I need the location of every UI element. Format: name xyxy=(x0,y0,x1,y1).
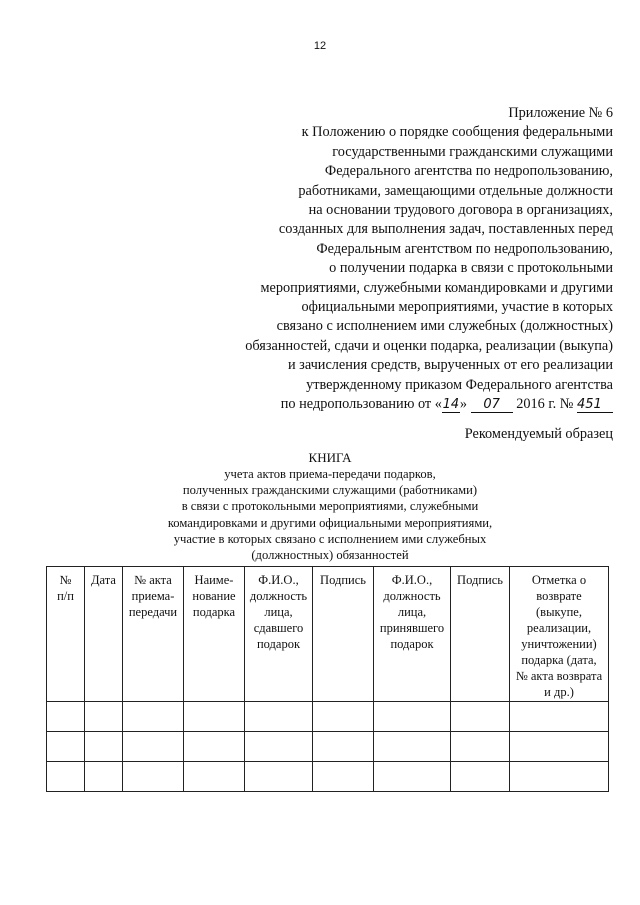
appendix-block xyxy=(193,104,613,415)
table-cell[interactable] xyxy=(510,762,609,792)
table-cell[interactable] xyxy=(85,702,123,732)
book-subtitle-line: в связи с протокольными мероприятиями, служебными xyxy=(181,499,479,514)
order-day-handwritten: 14 xyxy=(442,397,460,413)
table-cell[interactable] xyxy=(47,762,85,792)
column-header-line: должность xyxy=(249,589,308,603)
book-subtitle-line: полученных гражданскими служащими (работниками) xyxy=(182,483,478,498)
table-cell[interactable] xyxy=(451,732,510,762)
column-header xyxy=(245,567,313,702)
table-cell[interactable] xyxy=(245,762,313,792)
table-cell[interactable] xyxy=(123,762,184,792)
column-header-line: подарок xyxy=(390,637,434,651)
table-cell[interactable] xyxy=(313,732,374,762)
appendix-line: работниками, замещающими отдельные должности xyxy=(298,182,613,199)
table-header-row xyxy=(47,567,609,702)
table-cell[interactable] xyxy=(47,702,85,732)
appendix-line: Приложение № 6 xyxy=(508,105,613,121)
appendix-line: утвержденному приказом Федерального агентства xyxy=(306,376,613,393)
book-subtitle-line: командировками и другими официальными мероприятиями, xyxy=(167,515,493,530)
appendix-line: и зачисления средств, вырученных от его реализации xyxy=(287,357,613,374)
page-number: 12 xyxy=(313,40,327,52)
column-header-line: подарка xyxy=(192,605,236,619)
appendix-line: к Положению о порядке сообщения федеральными xyxy=(301,124,613,141)
column-header xyxy=(85,567,123,702)
order-number-handwritten: 451 xyxy=(577,398,613,413)
appendix-line: государственными гражданскими служащими xyxy=(332,143,613,160)
column-header-line: п/п xyxy=(57,589,74,603)
column-header-line: Подпись xyxy=(457,573,503,587)
table-cell[interactable] xyxy=(245,732,313,762)
column-header-line: сдавшего xyxy=(253,621,304,635)
column-header-line: № xyxy=(59,573,72,587)
column-header-line: Отметка о xyxy=(531,573,587,587)
order-month-handwritten: 07 xyxy=(471,398,513,413)
column-header-line: приема- xyxy=(131,589,175,603)
column-header xyxy=(510,567,609,702)
table-cell[interactable] xyxy=(510,702,609,732)
table-cell[interactable] xyxy=(313,702,374,732)
column-header-line: возврате xyxy=(536,589,582,603)
column-header-line: подарка (дата, xyxy=(521,653,597,667)
table-row xyxy=(47,702,609,732)
column-header-line: должность xyxy=(383,589,441,603)
table-row xyxy=(47,732,609,762)
column-header-line: лица, xyxy=(264,605,293,619)
table-cell[interactable] xyxy=(451,702,510,732)
order-line xyxy=(193,395,613,414)
book-title: КНИГА xyxy=(308,450,352,465)
column-header-line: подарок xyxy=(256,637,301,651)
table-cell[interactable] xyxy=(85,732,123,762)
column-header-line: передачи xyxy=(128,605,178,619)
column-header-line: принявшего xyxy=(379,621,445,635)
column-header-line: № акта возврата xyxy=(515,669,603,683)
column-header-line: (выкупе, xyxy=(536,605,582,619)
table-cell[interactable] xyxy=(123,732,184,762)
column-header-line: Дата xyxy=(91,573,116,587)
table-cell[interactable] xyxy=(374,732,451,762)
table-cell[interactable] xyxy=(510,732,609,762)
appendix-line: Федерального агентства по недропользованию, xyxy=(324,163,613,180)
book-subtitle-line: учета актов приема-передачи подарков, xyxy=(224,467,436,481)
column-header-line: Наиме- xyxy=(194,573,234,587)
book-subtitle xyxy=(120,466,540,563)
appendix-line: о получении подарка в связи с протокольными xyxy=(329,260,613,277)
table-cell[interactable] xyxy=(184,732,245,762)
table-cell[interactable] xyxy=(374,762,451,792)
appendix-line: Федеральным агентством по недропользованию, xyxy=(316,240,613,257)
column-header-line: нование xyxy=(192,589,236,603)
column-header-line: уничтожении) xyxy=(521,637,597,651)
recommended-sample-label: Рекомендуемый образец xyxy=(464,426,613,442)
register-table xyxy=(46,566,609,792)
table-cell[interactable] xyxy=(374,702,451,732)
column-header-line: Ф.И.О., xyxy=(258,573,299,587)
column-header xyxy=(374,567,451,702)
table-cell[interactable] xyxy=(451,762,510,792)
appendix-line: официальными мероприятиями, участие в которых xyxy=(301,299,613,316)
column-header-line: лица, xyxy=(397,605,427,619)
book-subtitle-line: (должностных) обязанностей xyxy=(251,548,409,563)
appendix-line: мероприятиями, служебными командировками и другими xyxy=(260,279,613,296)
appendix-line: обязанностей, сдачи и оценки подарка, реализации (выкупа) xyxy=(245,337,613,354)
order-year: 2016 г. № xyxy=(512,396,577,413)
table-cell[interactable] xyxy=(123,702,184,732)
table-cell[interactable] xyxy=(313,762,374,792)
table-cell[interactable] xyxy=(245,702,313,732)
order-prefix: по недропользованию от « xyxy=(280,396,442,413)
table-body xyxy=(47,702,609,792)
column-header-line: № акта xyxy=(134,573,172,587)
appendix-line: на основании трудового договора в организациях, xyxy=(308,202,613,219)
appendix-line: связано с исполнением ими служебных (должностных) xyxy=(276,318,613,335)
book-heading xyxy=(120,449,540,563)
column-header-line: Подпись xyxy=(320,573,366,587)
table-cell[interactable] xyxy=(184,762,245,792)
column-header xyxy=(123,567,184,702)
column-header-line: реализации, xyxy=(526,621,592,635)
column-header xyxy=(451,567,510,702)
column-header xyxy=(184,567,245,702)
table-cell[interactable] xyxy=(47,732,85,762)
column-header xyxy=(47,567,85,702)
order-mid: » xyxy=(459,396,471,413)
appendix-line: созданных для выполнения задач, поставленных перед xyxy=(278,221,613,238)
table-row xyxy=(47,762,609,792)
table-cell[interactable] xyxy=(184,702,245,732)
table-cell[interactable] xyxy=(85,762,123,792)
column-header xyxy=(313,567,374,702)
book-subtitle-line: участие в которых связано с исполнением ими служебных xyxy=(173,531,487,546)
column-header-line: Ф.И.О., xyxy=(391,573,433,587)
column-header-line: и др.) xyxy=(544,685,574,699)
